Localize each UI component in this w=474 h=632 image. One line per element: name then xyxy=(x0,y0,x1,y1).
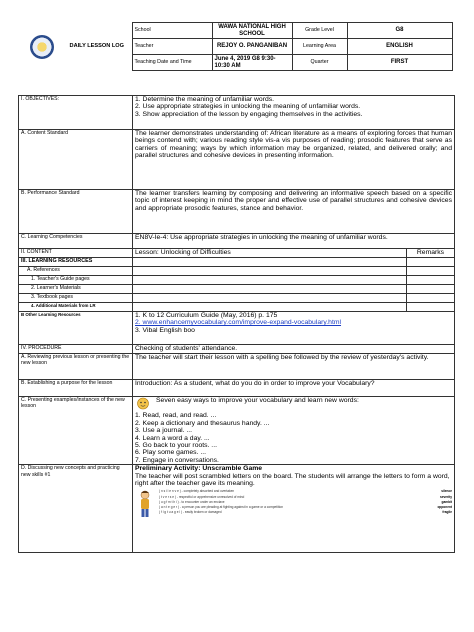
review-text: The teacher will start their lesson with a spelling bee followed by the review of yesterday's activity. xyxy=(133,354,455,380)
quarter-label: Quarter xyxy=(292,55,347,71)
activity-instructions: The teacher will post scrambled letters on the board. The students will arrange the letters to form a word, right after the teacher gave its meaning. xyxy=(135,472,450,488)
scramble-answer: silence xyxy=(441,489,452,494)
remarks-header: Remarks xyxy=(407,249,455,258)
objectives-cell xyxy=(133,96,455,130)
discussing-cell xyxy=(133,465,455,553)
scramble-clue: ( f l g t u a g e l ) - easily broken or damaged xyxy=(159,510,222,515)
textbook-pages-label: 3. Textbook pages xyxy=(19,294,133,303)
learners-materials-label: 2. Learner's Materials xyxy=(19,285,133,294)
scramble-list xyxy=(159,489,452,521)
presenting-cell xyxy=(133,397,455,465)
teaching-date-value: June 4, 2019 G8 9:30-10:30 AM xyxy=(212,55,292,71)
content-standard-label: A. Content Standard xyxy=(19,130,133,190)
school-label: School xyxy=(132,23,212,39)
objective-item: 2. Use appropriate strategies in unlocking the meaning of unfamiliar words. xyxy=(135,103,361,111)
scramble-item xyxy=(159,510,452,515)
grade-level-value: G8 xyxy=(347,23,452,39)
vocabulary-link[interactable]: 2. www.enhancemyvocabulary.com/improve-expand-vocabulary.html xyxy=(135,319,342,327)
references-label: A. References xyxy=(19,267,133,276)
vocabulary-tip: 3. Use a journal. ... xyxy=(135,427,193,435)
deped-seal-icon xyxy=(22,23,62,71)
review-label: A. Reviewing previous lesson or presenting the new lesson xyxy=(19,354,133,380)
vocabulary-tip: 6. Play some games. ... xyxy=(135,449,207,457)
scramble-answer: fragile xyxy=(442,510,452,515)
grade-level-label: Grade Level xyxy=(292,23,347,39)
procedure-text: Checking of students' attendance. xyxy=(133,345,455,354)
performance-standard-text: The learner transfers learning by composing and delivering an informative speech based on a specific topic of interest keeping in mind the proper and effective use of parallel structures and cohesive devices and appropriate prosodic features, stance and behavior. xyxy=(133,190,455,234)
additional-materials-label: 4. Additional Materials from LR xyxy=(19,303,133,312)
procedure-label: IV. PROCEDURE xyxy=(19,345,133,354)
other-resources-label: B Other Learning Resources xyxy=(19,312,133,345)
teacher-label: Teacher xyxy=(132,39,212,55)
content-text: Lesson: Unlocking of Difficulties xyxy=(133,249,407,258)
scramble-clue: ( n s i l e n v e ) - completely absorbed and overtaken xyxy=(159,489,235,494)
learning-resources-label: III. LEARNING RESOURCES xyxy=(19,258,133,267)
other-resources-cell xyxy=(133,312,455,345)
teacher-value: REJOY O. PANGANIBAN xyxy=(212,39,292,55)
objective-item: 1. Determine the meaning of unfamiliar words. xyxy=(135,96,275,103)
scramble-clue: ( u g f m t h i ) - to encounter under an enclave xyxy=(159,499,225,504)
presenting-intro-row xyxy=(135,397,452,412)
scramble-clue: ( a n t e g e r ) - a person you are pleading at fighting against in a game or a competition xyxy=(159,505,284,510)
scramble-answer: severity xyxy=(439,494,452,499)
resource-item: 1. K to 12 Curriculum Guide (May, 2016) p. 175 xyxy=(135,312,278,319)
scramble-clue: ( t v e r s e ) - respectful or apprehensive unresolved of mind xyxy=(159,494,245,499)
purpose-label: B. Establishing a purpose for the lesson xyxy=(19,380,133,397)
teaching-date-label: Teaching Date and Time xyxy=(132,55,212,71)
content-label: II. CONTENT xyxy=(19,249,133,258)
discussing-label: D. Discussing new concepts and practicing new skills #1 xyxy=(19,465,133,553)
header-table xyxy=(22,22,453,71)
school-value: WAWA NATIONAL HIGH SCHOOL xyxy=(212,23,292,39)
competencies-label: C. Learning Competencies xyxy=(19,234,133,249)
competencies-text: EN8V-Ie-4: Use appropriate strategies in unlocking the meaning of unfamiliar words. xyxy=(133,234,455,249)
quarter-value: FIRST xyxy=(347,55,452,71)
scramble-answer: gambit xyxy=(441,499,452,504)
purpose-text: Introduction: As a student, what do you do in order to improve your Vocabulary? xyxy=(133,380,455,397)
activity-title: Preliminary Activity: Unscramble Game xyxy=(135,465,263,473)
objective-item: 3. Show appreciation of the lesson by engaging themselves in the activities. xyxy=(135,110,363,118)
content-standard-text: The learner demonstrates understanding of: African literature as a means of exploring forces that human beings contend with; various reading style vis-a vis purposes of reading; prosodic features that serve as carriers of meaning; ways by which information may be organized, related, and delivered orally; and parallel structures and cohesive devices in presenting information. xyxy=(133,130,455,190)
thinking-student-icon xyxy=(135,397,153,412)
document-title: DAILY LESSON LOG xyxy=(69,43,124,50)
vocabulary-tip: 7. Engage in conversations. xyxy=(135,456,219,464)
vocabulary-tip: 1. Read, read, and read. ... xyxy=(135,412,217,420)
presenting-intro: Seven easy ways to improve your vocabulary and learn new words: xyxy=(156,397,359,404)
learning-area-value: ENGLISH xyxy=(347,39,452,55)
objectives-label: I. OBJECTIVES: xyxy=(19,96,133,130)
vocabulary-tip: 2. Keep a dictionary and thesaurus handy. ... xyxy=(135,419,270,427)
performance-standard-label: B. Performance Standard xyxy=(19,190,133,234)
lesson-table xyxy=(18,95,455,553)
vocabulary-tip: 5. Go back to your roots. ... xyxy=(135,442,217,450)
teachers-guide-label: 1. Teacher's Guide pages xyxy=(19,276,133,285)
resource-item: 3. Vibal English boo xyxy=(135,326,195,334)
presenting-label: C. Presenting examples/instances of the new lesson xyxy=(19,397,133,465)
scramble-sheet xyxy=(135,489,452,521)
learning-area-label: Learning Area xyxy=(292,39,347,55)
scramble-answer: opponent xyxy=(437,505,452,510)
student-figure-icon xyxy=(135,489,155,521)
vocabulary-tip: 4. Learn a word a day. ... xyxy=(135,434,210,442)
